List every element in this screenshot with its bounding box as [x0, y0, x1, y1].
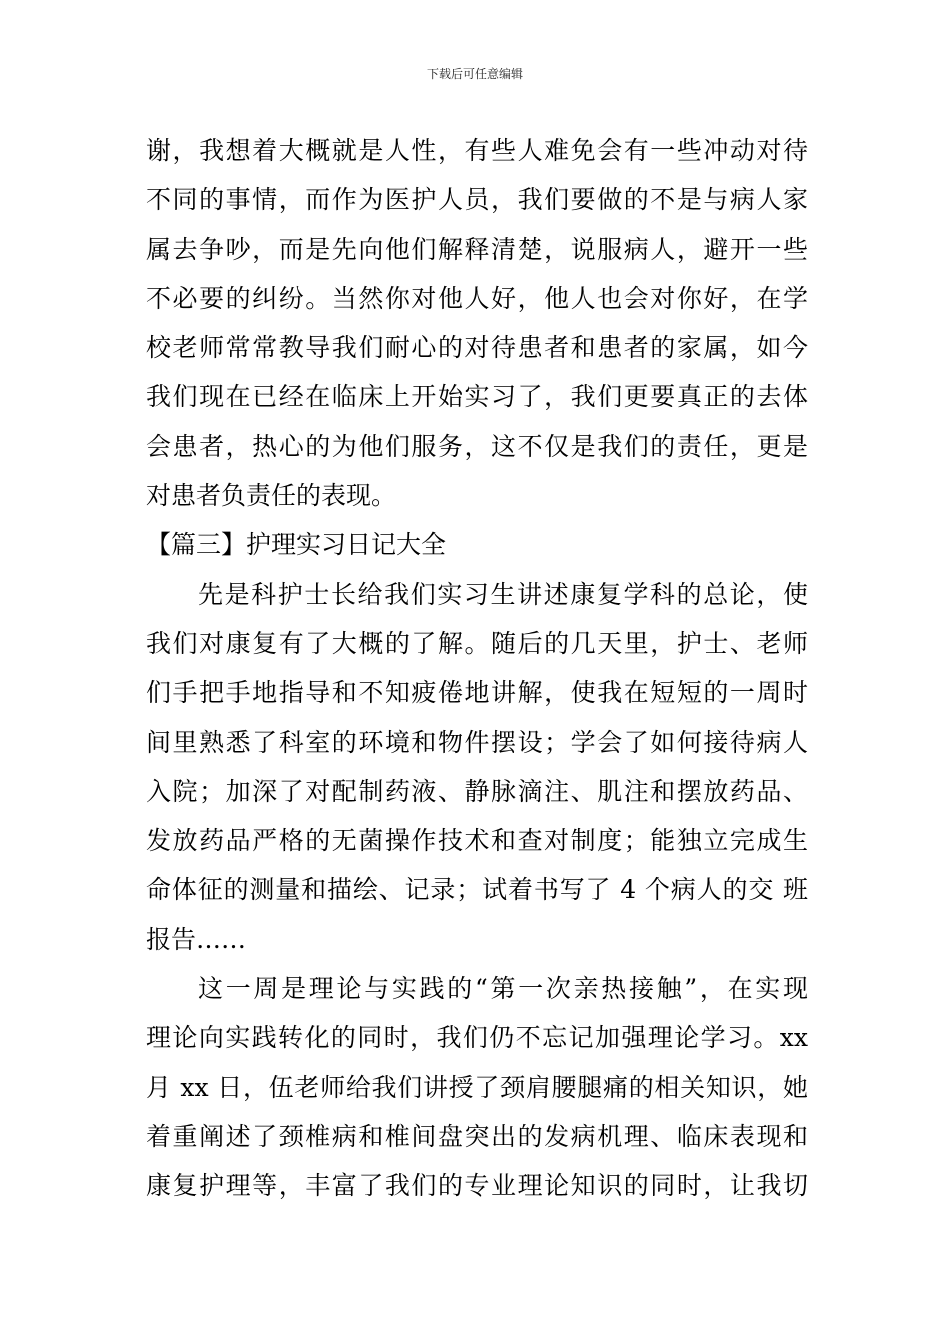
- text-line: 不必要的纠纷。当然你对他人好，他人也会对你好，在学: [146, 283, 808, 313]
- text-line: 我们现在已经在临床上开始实习了，我们更要真正的去体: [146, 382, 808, 412]
- text-line: 先是科护士长给我们实习生讲述康复学科的总论，使: [198, 579, 808, 609]
- text-line: 报告……: [146, 924, 247, 954]
- text-line: 着重阐述了颈椎病和椎间盘突出的发病机理、临床表现和: [146, 1121, 808, 1151]
- text-line: 属去争吵，而是先向他们解释清楚，说服病人，避开一些: [146, 234, 808, 264]
- text-line: 理论向实践转化的同时，我们仍不忘记加强理论学习。xx: [146, 1023, 808, 1053]
- text-line: 不同的事情，而作为医护人员，我们要做的不是与病人家: [146, 185, 808, 215]
- text-line: 校老师常常教导我们耐心的对待患者和患者的家属，如今: [146, 333, 808, 363]
- text-line: 命体征的测量和描绘、记录；试着书写了 4 个病人的交 班: [146, 875, 808, 905]
- text-line: 发放药品严格的无菌操作技术和查对制度；能独立完成生: [146, 826, 808, 856]
- text-line: 间里熟悉了科室的环境和物件摆设；学会了如何接待病人: [146, 727, 808, 757]
- section-heading: 【篇三】护理实习日记大全: [146, 530, 447, 560]
- text-line: 康复护理等，丰富了我们的专业理论知识的同时，让我切: [146, 1171, 808, 1201]
- text-line: 这一周是理论与实践的“第一次亲热接触”，在实现: [198, 974, 808, 1004]
- page-header: 下载后可任意编辑: [426, 67, 523, 81]
- document-body: [146, 126, 808, 1211]
- text-line: 月 xx 日，伍老师给我们讲授了颈肩腰腿痛的相关知识，她: [146, 1072, 808, 1102]
- text-line: 会患者，热心的为他们服务，这不仅是我们的责任，更是: [146, 431, 808, 461]
- text-line: 们手把手地指导和不知疲倦地讲解，使我在短短的一周时: [146, 678, 808, 708]
- text-line: 入院；加深了对配制药液、静脉滴注、肌注和摆放药品、: [146, 776, 808, 806]
- text-line: 对患者负责任的表现。: [146, 481, 397, 511]
- text-line: 谢，我想着大概就是人性，有些人难免会有一些冲动对待: [146, 136, 808, 165]
- text-line: 我们对康复有了大概的了解。随后的几天里，护士、老师: [146, 628, 808, 658]
